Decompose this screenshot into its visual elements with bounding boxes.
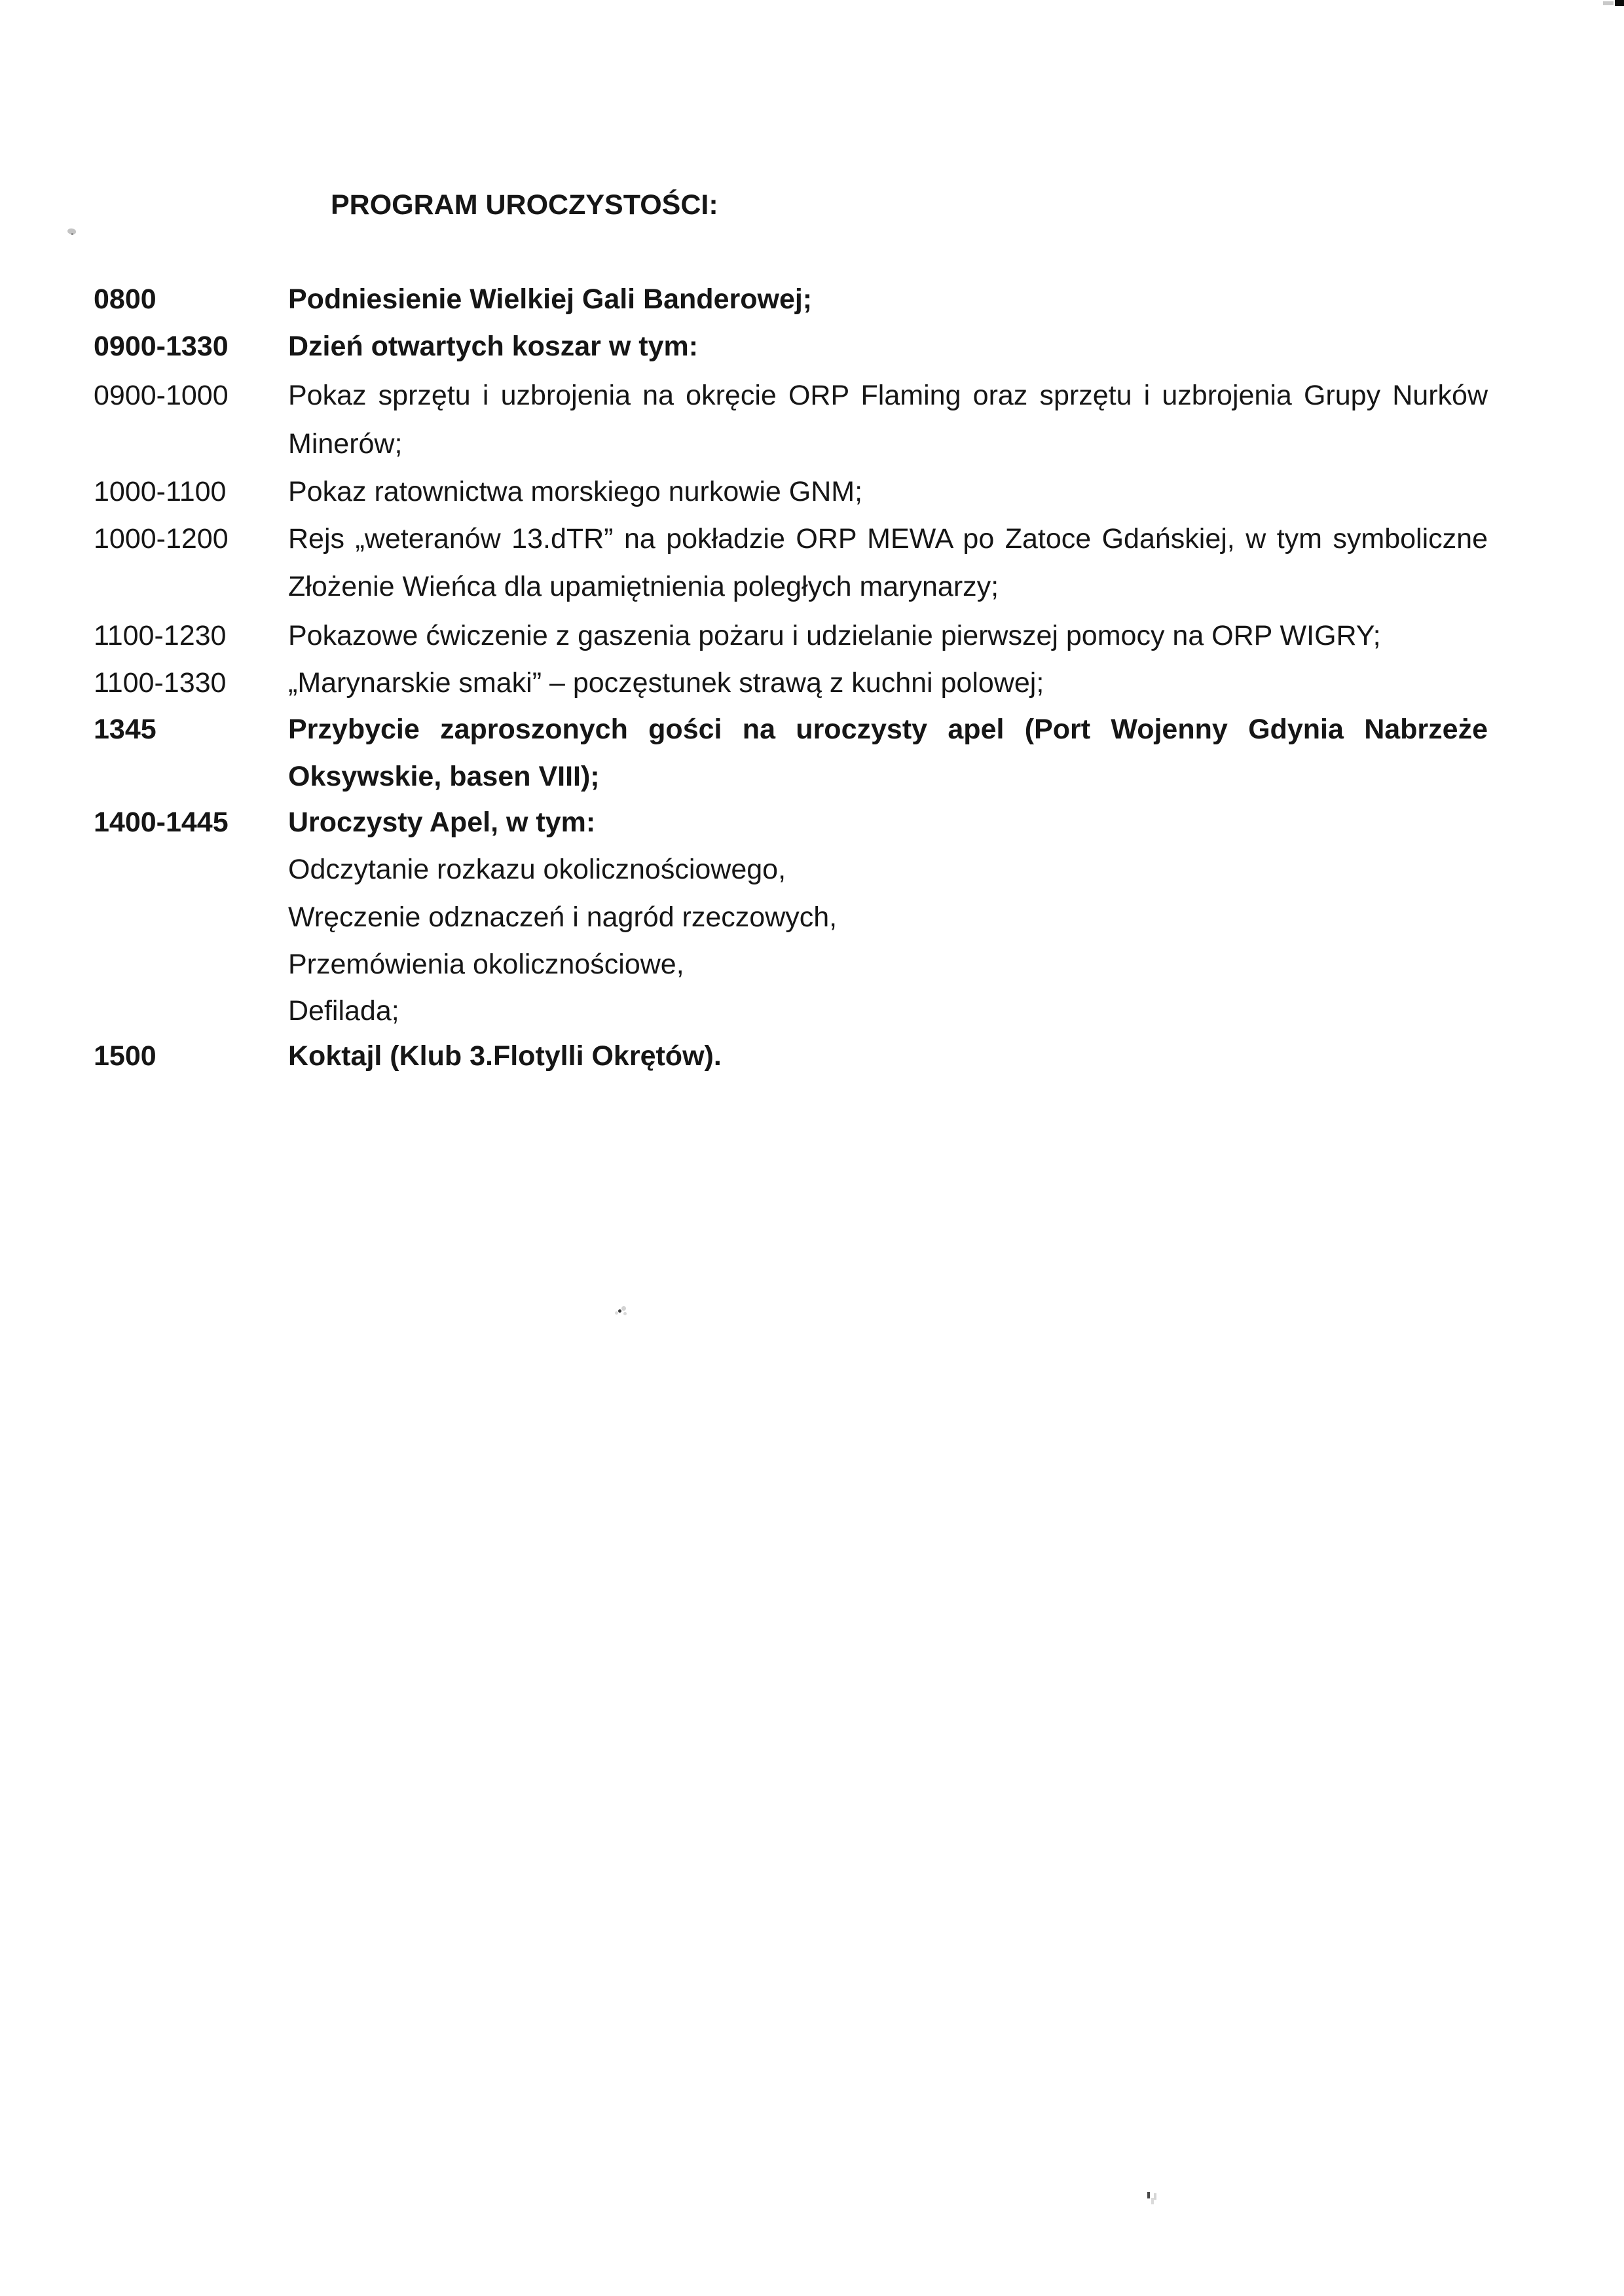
- schedule-text: Dzień otwartych koszar w tym:: [288, 331, 699, 362]
- schedule-subitem: Wręczenie odznaczeń i nagród rzeczowych,: [288, 902, 838, 933]
- schedule-time: 0800: [94, 283, 157, 315]
- schedule-text: Pokaz ratownictwa morskiego nurkowie GNM;: [288, 476, 863, 507]
- scan-speck: [618, 1309, 621, 1313]
- schedule-subitem: Odczytanie rozkazu okolicznościowego,: [288, 854, 786, 885]
- scan-speck: [67, 228, 76, 234]
- schedule-text: Złożenie Wieńca dla upamiętnienia poległych marynarzy;: [288, 571, 999, 602]
- schedule-text: Minerów;: [288, 428, 403, 460]
- schedule-text: Oksywskie, basen VIII);: [288, 761, 600, 792]
- schedule-time: 1000-1100: [94, 476, 227, 507]
- schedule-text: Pokazowe ćwiczenie z gaszenia pożaru i udzielanie pierwszej pomocy na ORP WIGRY;: [288, 620, 1381, 651]
- schedule-text: Koktajl (Klub 3.Flotylli Okrętów).: [288, 1040, 722, 1072]
- schedule-time: 1345: [94, 714, 157, 745]
- schedule-text: „Marynarskie smaki” – poczęstunek strawą z kuchni polowej;: [288, 667, 1044, 699]
- schedule-time: 0900-1000: [94, 380, 229, 411]
- schedule-text: Pokaz sprzętu i uzbrojenia na okręcie ORP Flaming oraz sprzętu i uzbrojenia Grupy Nurków: [288, 380, 1488, 411]
- schedule-time: 1500: [94, 1040, 157, 1072]
- scan-speck: [1147, 2192, 1150, 2198]
- scan-corner-mark: [1615, 0, 1624, 6]
- schedule-time: 1100-1230: [94, 620, 227, 651]
- schedule-time: 1400-1445: [94, 807, 229, 838]
- schedule-time: 1100-1330: [94, 667, 227, 699]
- schedule-subitem: Defilada;: [288, 995, 399, 1027]
- schedule-text: Uroczysty Apel, w tym:: [288, 807, 596, 838]
- schedule-time: 1000-1200: [94, 523, 229, 555]
- schedule-text: Podniesienie Wielkiej Gali Banderowej;: [288, 283, 813, 315]
- schedule-text: Rejs „weteranów 13.dTR” na pokładzie ORP MEWA po Zatoce Gdańskiej, w tym symboliczne: [288, 523, 1488, 555]
- schedule-text: Przybycie zaproszonych gości na uroczysty apel (Port Wojenny Gdynia Nabrzeże: [288, 714, 1488, 745]
- scan-smudge: [1603, 1, 1614, 5]
- document-title: PROGRAM UROCZYSTOŚCI:: [331, 189, 718, 221]
- schedule-time: 0900-1330: [94, 331, 229, 362]
- schedule-subitem: Przemówienia okolicznościowe,: [288, 949, 684, 980]
